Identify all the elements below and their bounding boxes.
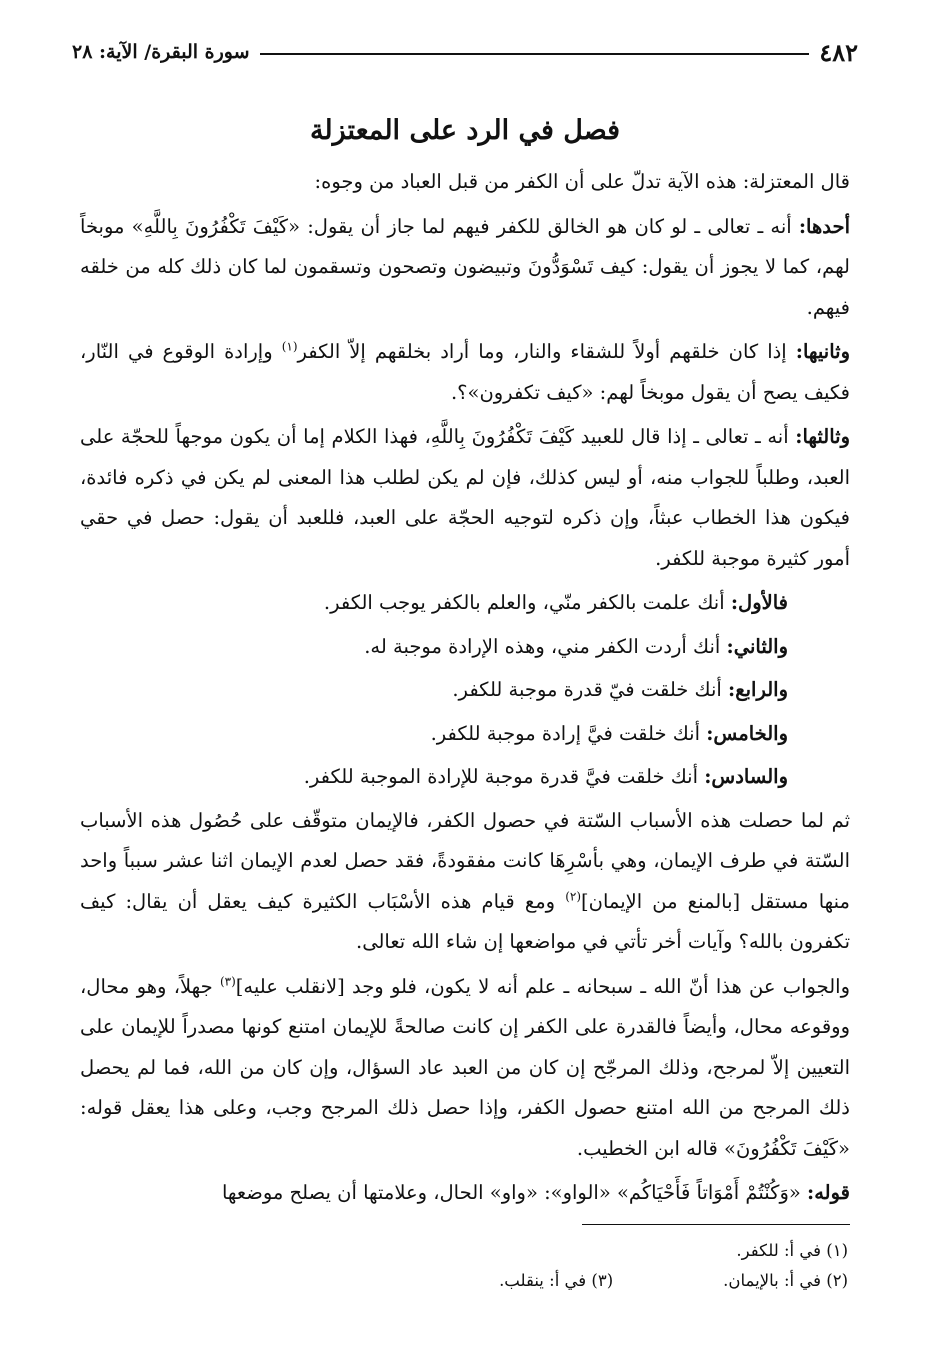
footnote-2: (٢) في أ: بالإيمان.: [723, 1271, 848, 1290]
item-text: أنك خلقت فيَّ قدرة موجبة للإرادة الموجبة للكفر.: [303, 765, 705, 788]
header-rule: [260, 53, 810, 55]
paragraph-text: ومع قيام هذه الأسْبَاب الكثيرة كيف يعقل أن يقال: كيف تكفرون بالله؟ وآيات أخر تأتي في مواضعها إن شاء الله تعالى.: [80, 889, 850, 953]
footnote-marker: (٢): [565, 889, 582, 903]
header-rule-area: [260, 36, 810, 68]
list-item: [80, 670, 850, 711]
paragraph-intro: [80, 162, 850, 203]
section-title: فصل في الرد على المعتزلة: [309, 115, 621, 146]
paragraph-text: أنه ـ تعالى ـ إذا قال للعبيد كَيْفَ تَكْفُرُونَ بِاللَّهِ، فهذا الكلام إما أن يكون موجهاً للحجّة على العبد، وطلباً للجواب منه، أو ليس كذلك، فإن لم يكن لطلب هذا المعنى لم يكن في ذكره فائدة، فيكون هذا الخطاب عبثاً، وإن ذكره لتوجيه الحجّة على العبد، فللعبد أن يقول: حصل في حقي أمور كثيرة موجبة للكفر.: [80, 425, 850, 570]
paragraph-text: «وَكُنْتُمْ أَمْوَاتاً فَأَحْيَاكُم» «الواو»: «واو» الحال، وعلامتها أن يصلح موضعها: [221, 1181, 807, 1204]
paragraph-third-argument: [80, 417, 850, 579]
list-item: [80, 757, 850, 798]
paragraph-first-argument: [80, 207, 850, 329]
footnote-separator: [582, 1224, 850, 1225]
list-item: [80, 627, 850, 668]
footnote-row: [80, 1266, 848, 1296]
footnote-1: (١) في أ: للكفر.: [736, 1241, 848, 1260]
paragraph-lead: قوله:: [807, 1181, 850, 1204]
paragraph-text: جهلاً، وهو محال، ووقوعه محال، وأيضاً فالقدرة على الكفر إن كانت صالحةً للإيمان امتنع كونها مصدراً للإيمان على التعيين إلاّ لمرجح، وذلك المرجّح إن كان من العبد عاد السؤال، وإن كان من الله، فما لم يحصل ذلك المرجح من الله امتنع حصول الكفر، وإذا حصل ذلك المرجح وجب، وعلى هذا يعقل قوله: «كَيْفَ تَكْفُرُونَ» قاله ابن الخطيب.: [80, 974, 850, 1160]
item-lead: والثاني:: [726, 634, 788, 658]
paragraph-answer: [80, 967, 850, 1170]
paragraph-text: إذا كان خلقهم أولاً للشقاء والنار، وما أراد بخلقهم إلاّ الكفر: [297, 340, 796, 363]
paragraph-second-argument: [80, 332, 850, 413]
list-item: [80, 714, 850, 755]
paragraph-text: وإرادة الوقوع في النّار، فكيف يصح أن يقول موبخاً لهم: «كيف تكفرون»؟.: [80, 340, 850, 404]
list-item: [80, 583, 850, 624]
main-text: [80, 108, 850, 1218]
surah-verse-label: سورة البقرة/ الآية: ٢٨: [72, 41, 250, 63]
footnote-gap: [613, 1266, 723, 1296]
footnote-row: [80, 1236, 848, 1266]
paragraph-lead: أحدها:: [798, 214, 850, 238]
item-lead: فالأول:: [730, 591, 788, 614]
item-text: أنك خلقت فيّ قدرة موجبة للكفر.: [452, 678, 729, 701]
item-lead: والرابع:: [728, 678, 788, 701]
paragraph-lead: وثالثها:: [795, 425, 850, 448]
footnote-marker: (٣): [219, 974, 236, 988]
page-number: ٤٨٢: [819, 37, 858, 67]
paragraph-text: ثم لما حصلت هذه الأسباب السّتة في حصول الكفر، فالإيمان متوقّف على حُصُول هذه الأسباب السّتة في طرف الإيمان، وهي بأسْرِهَا كانت مفقودةً، فقد حصل لعدم الإيمان اثنا عشر سبباً واحد منها مستقل [بالمنع من الإيمان]: [80, 808, 850, 913]
item-text: أنك خلقت فيَّ إرادة موجبة للكفر.: [430, 721, 707, 745]
footnote-3: (٣) في أ: ينقلب.: [499, 1271, 614, 1290]
paragraph-conclusion: [80, 801, 850, 963]
paragraph-lead: وثانيها:: [795, 340, 851, 363]
item-lead: والخامس:: [706, 721, 788, 745]
item-lead: والسادس:: [704, 765, 788, 788]
footnote-marker: (١): [281, 339, 298, 354]
paragraph-text: أنه ـ تعالى ـ لو كان هو الخالق للكفر فيهم لما جاز أن يقول: «كَيْفَ تَكْفُرُونَ بِاللَّهِ» موبخاً لهم، كما لا يجوز أن يقول: كيف تَسْوَدُّونَ وتبيضون وتصحون وتسقمون لما كان ذلك كله من خلقه فيهم.: [80, 214, 850, 319]
item-text: أنك أردت الكفر مني، وهذه الإرادة موجبة له.: [364, 634, 727, 658]
paragraph-text: قال المعتزلة: هذه الآية تدلّ على أن الكفر من قبل العباد من وجوه:: [314, 170, 850, 193]
item-text: أنك علمت بالكفر منّي، والعلم بالكفر يوجب الكفر.: [323, 591, 731, 614]
running-header: [72, 36, 858, 68]
paragraph-verse-commentary: [80, 1173, 850, 1214]
paragraph-text: والجواب عن هذا أنّ الله ـ سبحانه ـ علم أنه لا يكون، فلو وجد [لانقلب عليه]: [235, 974, 850, 998]
footnotes: [80, 1236, 848, 1296]
